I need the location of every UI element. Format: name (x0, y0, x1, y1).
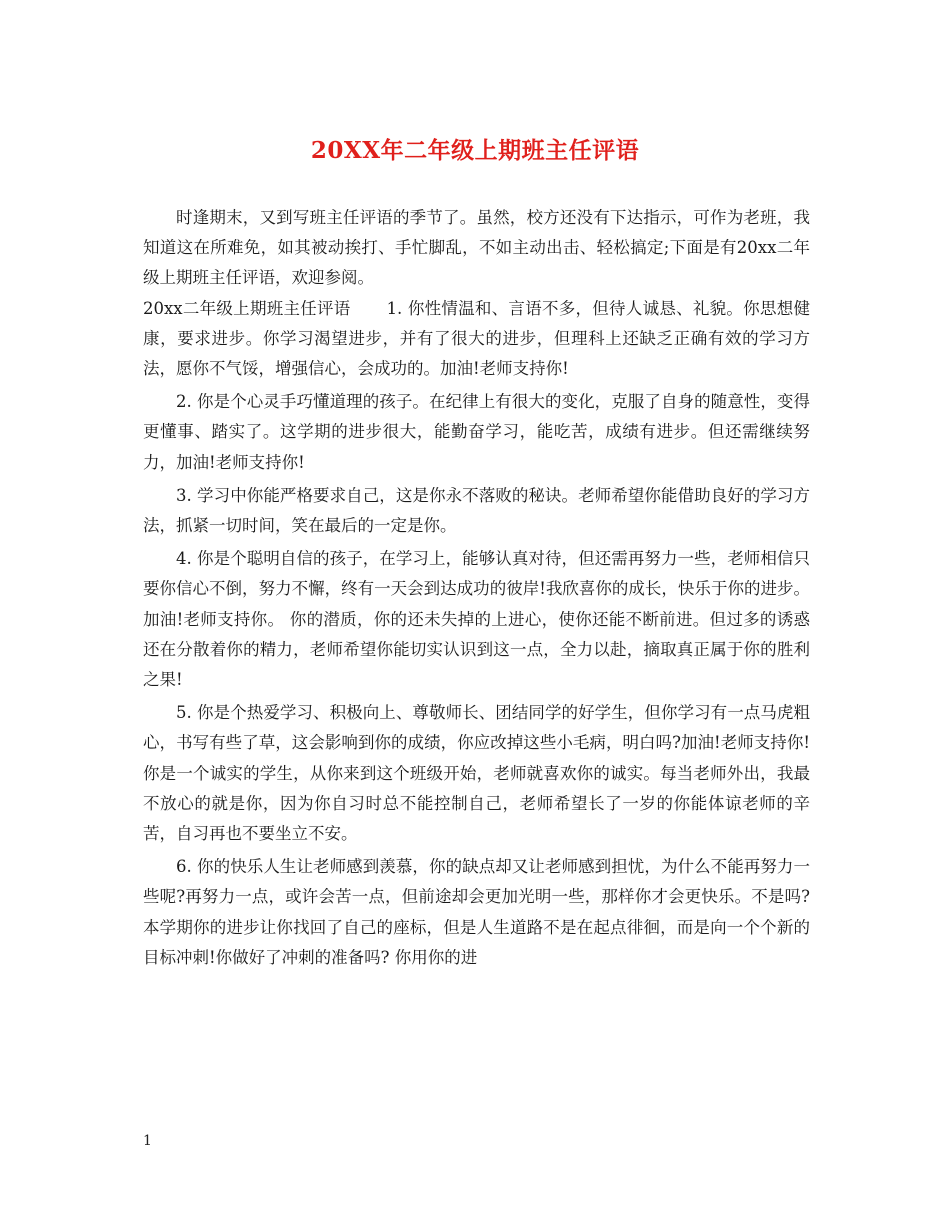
comment-paragraph-4: 4. 你是个聪明自信的孩子，在学习上，能够认真对待，但还需再努力一些，老师相信只要你信心不倒，努力不懈，终有一天会到达成功的彼岸!我欣喜你的成长，快乐于你的进步。加油!老师支持你。 你的潜质，你的还未失掉的上进心，使你还能不断前进。但过多的诱惑还在分散着你的精力，老师希望你能切实认识到这一点，全力以赴，摘取真正属于你的胜利之果! (143, 549, 810, 690)
section-subheading: 20xx二年级上期班主任评语 (143, 298, 351, 318)
page-number: 1 (143, 1133, 152, 1149)
document-body (143, 203, 810, 973)
comment-text-1: 1. 你性情温和、言语不多，但待人诚恳、礼貌。你思想健康，要求进步。你学习渴望进步，并有了很大的进步，但理科上还缺乏正确有效的学习方法，愿你不气馁，增强信心，会成功的。加油!老师支持你! (143, 298, 810, 379)
comment-paragraph-2: 2. 你是个心灵手巧懂道理的孩子。在纪律上有很大的变化，克服了自身的随意性，变得更懂事、踏实了。这学期的进步很大，能勤奋学习，能吃苦，成绩有进步。但还需继续努力，加油!老师支持你! (143, 392, 810, 472)
intro-paragraph: 时逢期末，又到写班主任评语的季节了。虽然，校方还没有下达指示，可作为老班，我知道这在所难免，如其被动挨打、手忙脚乱，不如主动出击、轻松搞定;下面是有20xx二年级上期班主任评语，欢迎参阅。 (143, 208, 810, 288)
comment-paragraph-6: 6. 你的快乐人生让老师感到羡慕，你的缺点却又让老师感到担忧，为什么不能再努力一些呢?再努力一点，或许会苦一点，但前途却会更加光明一些，那样你才会更快乐。不是吗? 本学期你的进步让你找回了自己的座标，但是人生道路不是在起点徘徊，而是向一个个新的目标冲刺!你做好了冲刺的准备吗? 你用你的进 (143, 857, 810, 967)
comment-paragraph-5: 5. 你是个热爱学习、积极向上、尊敬师长、团结同学的好学生，但你学习有一点马虎粗心，书写有些了草，这会影响到你的成绩，你应改掉这些小毛病，明白吗?加油!老师支持你! 你是一个诚实的学生，从你来到这个班级开始，老师就喜欢你的诚实。每当老师外出，我最不放心的就是你，因为你自习时总不能控制自己，老师希望长了一岁的你能体谅老师的辛苦，自习再也不要坐立不安。 (143, 703, 810, 844)
document-title: 20XX年二年级上期班主任评语 (310, 137, 640, 164)
comment-paragraph-3: 3. 学习中你能严格要求自己，这是你永不落败的秘诀。老师希望你能借助良好的学习方法，抓紧一切时间，笑在最后的一定是你。 (143, 485, 810, 536)
comment-paragraph-1 (143, 294, 810, 385)
